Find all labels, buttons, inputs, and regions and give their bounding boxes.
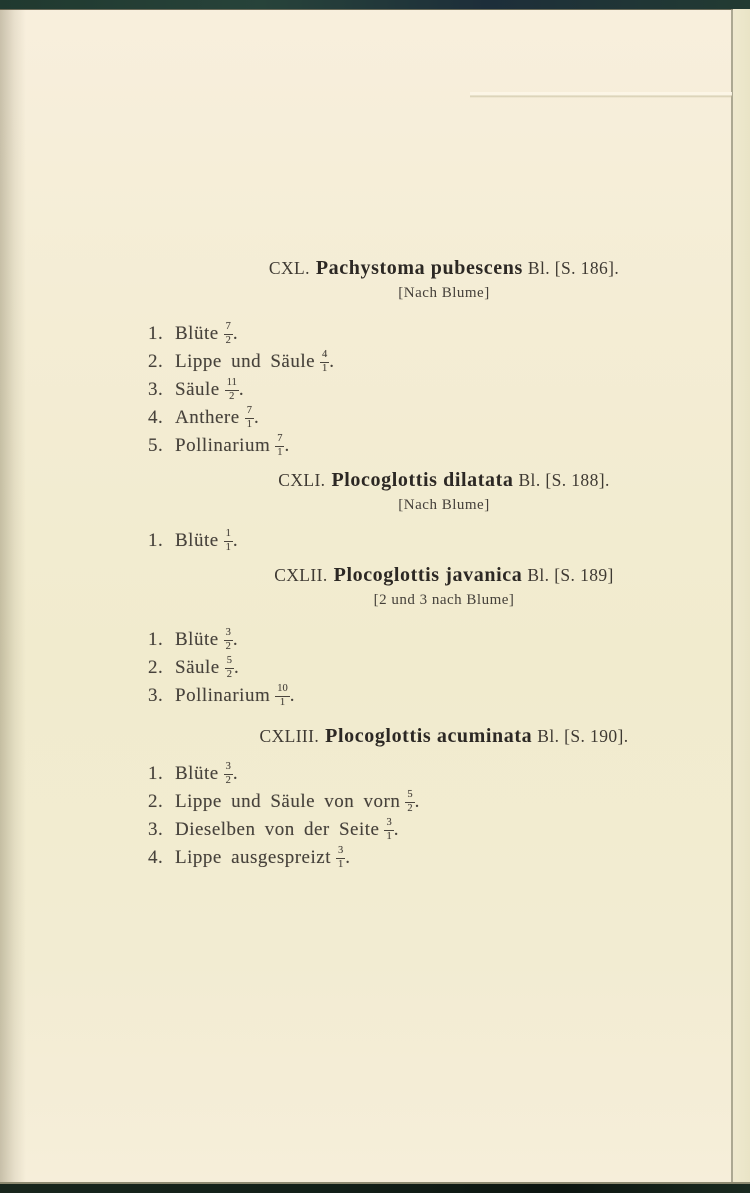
figure-item	[148, 844, 740, 872]
item-label: Pollinarium	[175, 435, 271, 456]
figure-list	[148, 527, 740, 555]
figure-item	[148, 626, 740, 654]
section-cxlii	[148, 563, 740, 710]
figure-item	[148, 760, 740, 788]
item-number: 1.	[148, 629, 164, 650]
author-page-ref: Bl. [S. 190].	[537, 726, 629, 746]
item-label: Anthere	[175, 407, 240, 428]
item-number: 2.	[148, 351, 164, 372]
item-number: 3.	[148, 685, 164, 706]
item-label: Lippe ausgespreizt	[175, 847, 331, 868]
item-label: Blüte	[175, 323, 219, 344]
section-heading	[148, 468, 740, 492]
species-name: Plocoglottis acuminata	[325, 725, 533, 747]
item-number: 3.	[148, 379, 164, 400]
item-number: 1.	[148, 530, 164, 551]
section-heading	[148, 256, 740, 280]
figure-list	[148, 626, 740, 710]
item-label: Blüte	[175, 629, 219, 650]
item-label: Dieselben von der Seite	[175, 819, 380, 840]
item-label: Säule	[175, 379, 220, 400]
plate-number: CXLIII.	[259, 726, 320, 746]
magnification-fraction: $\frac{11}{2}$	[226, 376, 237, 402]
author-page-ref: Bl. [S. 188].	[518, 470, 610, 490]
magnification-fraction: $\frac{7}{1}$	[277, 432, 283, 458]
figure-item	[148, 816, 740, 844]
item-number: 2.	[148, 657, 164, 678]
item-number: 4.	[148, 407, 164, 428]
section-cxl	[148, 256, 740, 460]
period: .	[393, 819, 399, 840]
magnification-fraction: $\frac{3}{2}$	[225, 626, 231, 652]
item-number: 4.	[148, 847, 164, 868]
magnification-fraction: $\frac{1}{1}$	[225, 527, 231, 553]
section-heading	[148, 563, 740, 587]
magnification-fraction: $\frac{3}{1}$	[337, 844, 344, 870]
figure-item	[148, 376, 740, 404]
book-cover-top-edge	[0, 0, 750, 10]
figure-item	[148, 404, 740, 432]
species-name: Plocoglottis dilatata	[331, 469, 514, 491]
figure-list	[148, 760, 740, 872]
item-number: 1.	[148, 323, 164, 344]
item-number: 1.	[148, 763, 164, 784]
item-number: 2.	[148, 791, 164, 812]
figure-item	[148, 654, 740, 682]
period: .	[284, 435, 290, 456]
item-label: Pollinarium	[175, 685, 271, 706]
underlying-page-top-edge	[470, 92, 732, 98]
attribution-note: [Nach Blume]	[398, 285, 490, 301]
author-page-ref: Bl. [S. 186].	[527, 258, 620, 278]
item-label: Lippe und Säule	[175, 351, 316, 372]
plate-number: CXLII.	[274, 565, 328, 585]
section-cxli	[148, 468, 740, 555]
species-name: Plocoglottis javanica	[333, 564, 523, 586]
figure-item	[148, 682, 740, 710]
attribution-note: [Nach Blume]	[398, 497, 490, 513]
period: .	[233, 657, 239, 678]
magnification-fraction: $\frac{4}{1}$	[322, 348, 328, 374]
magnification-fraction: $\frac{10}{1}$	[277, 682, 288, 708]
period: .	[253, 407, 259, 428]
magnification-fraction: $\frac{5}{2}$	[226, 654, 232, 680]
period: .	[232, 763, 238, 784]
author-page-ref: Bl. [S. 189]	[527, 565, 614, 585]
period: .	[345, 847, 350, 868]
binding-gutter-shadow	[0, 9, 26, 1184]
item-number: 5.	[148, 435, 164, 456]
figure-list	[148, 320, 740, 460]
item-number: 3.	[148, 819, 164, 840]
magnification-fraction: $\frac{3}{2}$	[225, 760, 231, 786]
species-name: Pachystoma pubescens	[315, 257, 523, 279]
period: .	[329, 351, 335, 372]
plate-number: CXL.	[268, 258, 310, 278]
period: .	[289, 685, 295, 706]
magnification-fraction: $\frac{5}{2}$	[407, 788, 413, 814]
section-cxliii	[148, 724, 740, 872]
section-heading	[148, 724, 740, 748]
book-cover-bottom-edge	[0, 1182, 750, 1193]
figure-item	[148, 320, 740, 348]
item-label: Lippe und Säule von vorn	[175, 791, 401, 812]
figure-item	[148, 348, 740, 376]
magnification-fraction: $\frac{7}{2}$	[225, 320, 231, 346]
period: .	[238, 379, 244, 400]
attribution-note: [2 und 3 nach Blume]	[373, 592, 515, 608]
magnification-fraction: $\frac{3}{1}$	[386, 816, 392, 842]
figure-item	[148, 788, 740, 816]
period: .	[414, 791, 420, 812]
plate-number: CXLI.	[278, 470, 326, 490]
period: .	[232, 629, 238, 650]
item-label: Blüte	[175, 530, 219, 551]
item-label: Blüte	[175, 763, 219, 784]
figure-item	[148, 527, 740, 555]
magnification-fraction: $\frac{7}{1}$	[246, 404, 252, 430]
period: .	[232, 530, 238, 551]
period: .	[232, 323, 238, 344]
figure-item	[148, 432, 740, 460]
item-label: Säule	[175, 657, 220, 678]
